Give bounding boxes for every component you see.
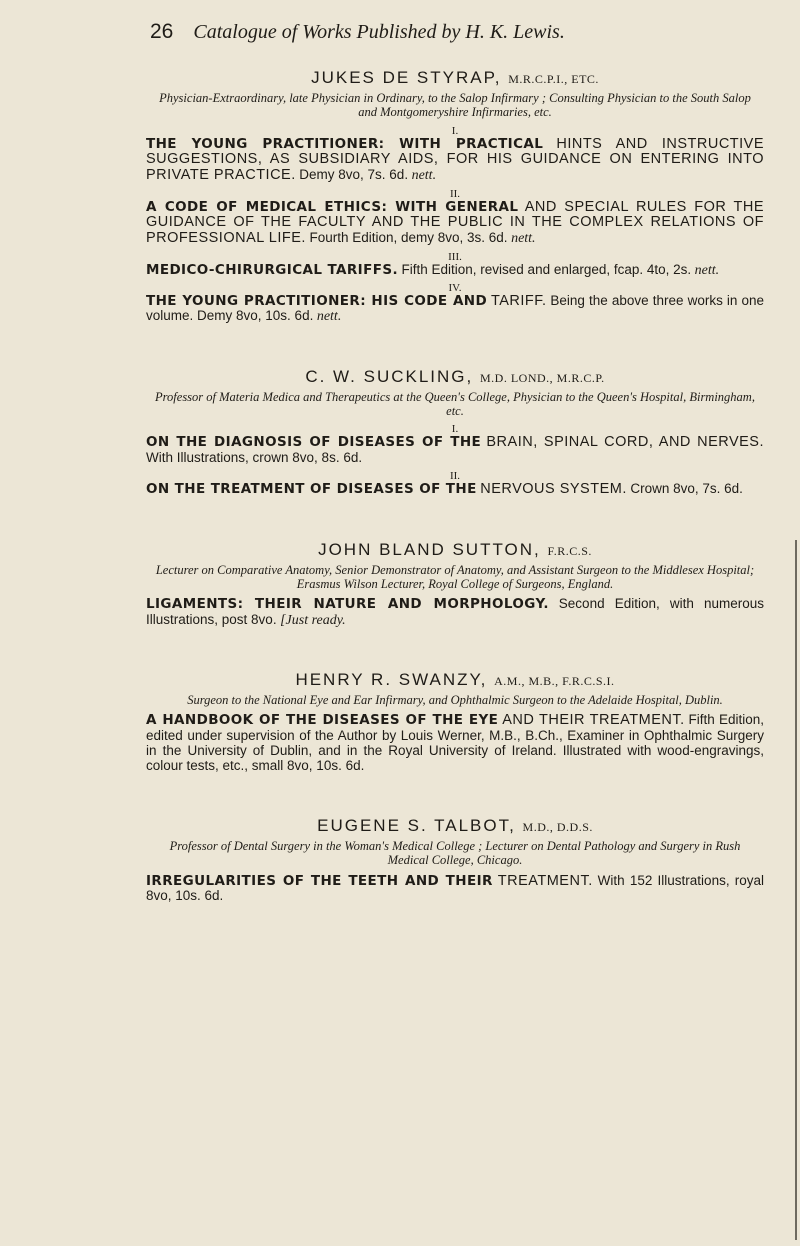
work-listing bbox=[146, 482, 764, 498]
work-numeral: II. bbox=[449, 470, 461, 483]
work-title: MEDICO-CHIRURGICAL TARIFFS. bbox=[146, 261, 398, 278]
work-title: THE YOUNG PRACTITIONER: WITH PRACTICAL bbox=[146, 135, 544, 152]
work-price-note: nett. bbox=[316, 309, 342, 325]
author-entry bbox=[146, 670, 764, 774]
work-details: Demy 8vo, 7s. 6d. bbox=[299, 167, 409, 183]
author-description: Professor of Dental Surgery in the Woman's Medical College ; Lecturer on Dental Pathology and Surgery in Rush Medical College, Chicago. bbox=[169, 839, 741, 868]
author-name: C. W. SUCKLING, bbox=[305, 366, 474, 386]
work-subtitle: AND SPECIAL RULES FOR THE GUIDANCE OF THE FACULTY AND THE PUBLIC IN THE COMPLEX RELATIONS OF PROFESSIONAL LIFE. bbox=[146, 198, 764, 247]
work-price-note: nett. bbox=[694, 262, 720, 278]
work-numeral: I. bbox=[451, 423, 459, 436]
author-entry bbox=[146, 816, 764, 905]
work-title: IRREGULARITIES OF THE TEETH AND THEIR bbox=[146, 872, 493, 889]
author-qualifications: M.D. LOND., M.R.C.P. bbox=[479, 370, 605, 385]
catalogue-title: Catalogue of Works Published by H. K. Lewis. bbox=[193, 21, 565, 43]
work-subtitle: AND THEIR TREATMENT. bbox=[502, 712, 685, 729]
work-details: With Illustrations, crown 8vo, 8s. 6d. bbox=[146, 449, 363, 465]
author-description: Surgeon to the National Eye and Ear Infirmary, and Ophthalmic Surgeon to the Adelaide Hospital, Dublin. bbox=[187, 692, 723, 707]
work-title: LIGAMENTS: THEIR NATURE AND MORPHOLOGY. bbox=[146, 596, 549, 613]
author-heading bbox=[146, 540, 764, 560]
work-numeral: III. bbox=[448, 250, 462, 263]
page-edge-shadow bbox=[795, 540, 797, 1240]
work-subtitle: NERVOUS SYSTEM. bbox=[480, 481, 627, 498]
author-description: Physician-Extraordinary, late Physician in Ordinary, to the Salop Infirmary ; Consulting Physician to the South Salop and Montgomeryshire Infirmaries, etc. bbox=[159, 91, 751, 120]
catalogue-entries bbox=[146, 68, 764, 947]
work-subtitle: HINTS AND INSTRUCTIVE SUGGESTIONS, AS SUBSIDIARY AIDS, FOR HIS GUIDANCE ON ENTERING INTO PRIVATE PRACTICE. bbox=[146, 135, 765, 184]
work-subtitle: TARIFF. bbox=[490, 292, 547, 309]
author-qualifications: M.R.C.P.I., ETC. bbox=[508, 72, 599, 86]
work-numeral: I. bbox=[451, 124, 459, 137]
work-title: A CODE OF MEDICAL ETHICS: WITH GENERAL bbox=[146, 198, 519, 215]
author-heading bbox=[146, 367, 764, 387]
running-head bbox=[150, 20, 760, 44]
author-entry bbox=[146, 367, 764, 498]
work-listing bbox=[146, 294, 764, 325]
work-details: Being the above three works in one volume. Demy 8vo, 10s. 6d. bbox=[146, 292, 765, 324]
author-name: EUGENE S. TALBOT, bbox=[317, 816, 516, 836]
work-details: Second Edition, with numerous Illustrations, post 8vo. bbox=[146, 596, 765, 627]
work-numeral: IV. bbox=[448, 281, 462, 294]
author-qualifications: A.M., M.B., F.R.C.S.I. bbox=[494, 673, 615, 688]
author-name: JOHN BLAND SUTTON, bbox=[318, 539, 541, 559]
work-price-note: [Just ready. bbox=[280, 612, 346, 628]
work-details: Fifth Edition, revised and enlarged, fcap. 4to, 2s. bbox=[401, 261, 692, 277]
work-title: A HANDBOOK OF THE DISEASES OF THE EYE bbox=[146, 712, 499, 729]
author-name: JUKES DE STYRAP, bbox=[311, 68, 502, 87]
author-qualifications: M.D., D.D.S. bbox=[522, 820, 593, 835]
work-subtitle: TREATMENT. bbox=[497, 872, 593, 889]
work-listing bbox=[146, 713, 764, 774]
work-listing bbox=[146, 200, 764, 247]
author-qualifications: F.R.C.S. bbox=[547, 543, 592, 558]
work-subtitle: BRAIN, SPINAL CORD, AND NERVES. bbox=[486, 434, 765, 451]
work-price-note: nett. bbox=[511, 231, 536, 247]
work-title: ON THE DIAGNOSIS OF DISEASES OF THE bbox=[146, 434, 482, 451]
work-listing bbox=[146, 435, 764, 466]
work-numeral: II. bbox=[449, 187, 461, 200]
page-number: 26 bbox=[150, 20, 174, 43]
author-heading bbox=[146, 68, 764, 88]
work-listing bbox=[146, 597, 764, 627]
work-listing bbox=[146, 263, 764, 278]
work-title: ON THE TREATMENT OF DISEASES OF THE bbox=[146, 481, 477, 498]
work-details: Fifth Edition, edited under supervision of the Author by Louis Werner, M.B., B.Ch., Examiner in Ophthalmic Surgery in the University of Dublin, and in the Royal University of Ireland. Illustrated with wood-engravings, colour tests, etc., small 8vo, 10s. 6d. bbox=[146, 712, 764, 773]
work-listing bbox=[146, 137, 764, 184]
author-entry bbox=[146, 68, 764, 325]
work-price-note: nett. bbox=[411, 168, 437, 184]
work-details: Fourth Edition, demy 8vo, 3s. 6d. bbox=[309, 230, 508, 246]
work-details: With 152 Illustrations, royal 8vo, 10s. 6d. bbox=[146, 872, 765, 904]
author-description: Professor of Materia Medica and Therapeutics at the Queen's College, Physician to the Queen's Hospital, Birmingham, etc. bbox=[155, 389, 755, 418]
work-title: THE YOUNG PRACTITIONER: HIS CODE AND bbox=[146, 292, 488, 309]
author-heading bbox=[146, 816, 764, 836]
work-details: Crown 8vo, 7s. 6d. bbox=[630, 481, 743, 497]
author-heading bbox=[146, 670, 764, 690]
author-name: HENRY R. SWANZY, bbox=[295, 669, 488, 689]
work-listing bbox=[146, 874, 764, 905]
author-description: Lecturer on Comparative Anatomy, Senior Demonstrator of Anatomy, and Assistant Surgeon to the Middlesex Hospital; Erasmus Wilson Lecturer, Royal College of Surgeons, England. bbox=[155, 562, 755, 592]
author-entry bbox=[146, 540, 764, 628]
